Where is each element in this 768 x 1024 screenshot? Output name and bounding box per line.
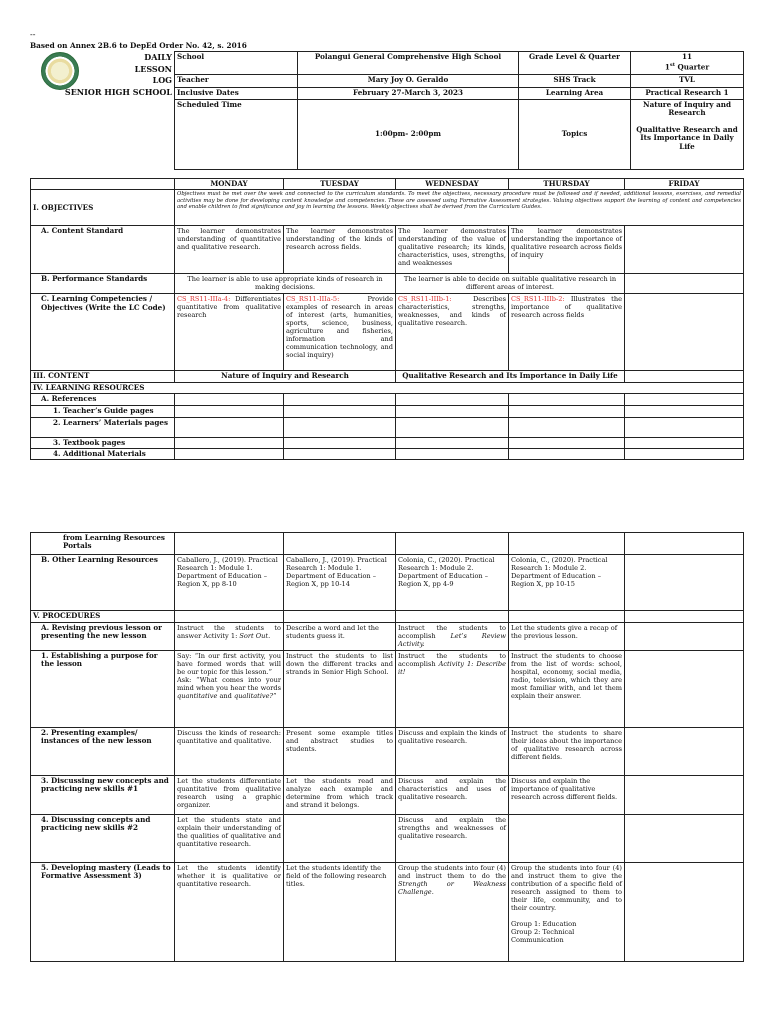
procedure-f-label: 5. Developing mastery (Leads to Formative Assessment 3) <box>31 863 175 962</box>
procedure-a-label: A. Revising previous lesson or presenting the new lesson <box>31 623 175 651</box>
empty-cell <box>509 437 625 448</box>
cell-text: Group the students into four (4) and instruct them to do the <box>398 864 506 880</box>
quarter-suffix: st <box>669 62 675 69</box>
cell-italic: Strength or Weakness Challenge. <box>398 880 506 896</box>
learners-materials-label: 2. Learners’ Materials pages <box>31 417 175 437</box>
performance-standards-label: B. Performance Standards <box>31 274 175 294</box>
time-label: Scheduled Time <box>175 100 298 170</box>
procedure-e-friday <box>625 815 744 863</box>
quarter <box>633 61 741 72</box>
grade-value <box>631 52 744 75</box>
empty-cell <box>396 437 509 448</box>
cell-italic: Activity 1: Describe it! <box>398 660 506 676</box>
procedure-b-thursday: Instruct the students to choose from the list of words: school, hospital, economy, social media, radio, television, which they are most familiar with, and let them explain their answer. <box>509 651 625 728</box>
content-standard-tuesday: The learner demonstrates understanding of the kinds of research across fields. <box>284 226 396 274</box>
cell-text: Instruct the students to accomplish <box>398 624 506 640</box>
procedure-f-friday <box>625 863 744 962</box>
content-standard-friday <box>625 226 744 274</box>
empty-cell <box>625 417 744 437</box>
procedure-c-friday <box>625 728 744 776</box>
empty-cell <box>625 611 744 623</box>
empty-cell <box>509 417 625 437</box>
content-friday <box>625 371 744 382</box>
empty-cell <box>284 437 396 448</box>
dates-value: February 27-March 3, 2023 <box>298 88 519 100</box>
topic-one: Nature of Inquiry and Research <box>643 100 731 118</box>
empty-cell <box>284 417 396 437</box>
cell-text: ” <box>273 692 277 700</box>
lc-code: CS_RS11-IIIa-5: <box>286 295 340 304</box>
procedure-d-label: 3. Discussing new concepts and practicing new skills #1 <box>31 776 175 815</box>
grade-number: 11 <box>681 52 692 61</box>
empty-cell <box>175 611 284 623</box>
empty-cell <box>284 611 396 623</box>
competency-friday <box>625 294 744 371</box>
day-monday: MONDAY <box>175 179 284 190</box>
objectives-note: Objectives must be met over the week and connected to the curriculum standards. To meet the objectives, necessary procedure must be followed and if needed, additional lessons, exercises, and remedial activities may be done for developing content knowledge and competencies. These are assessed using Formative Assessment strategies. Valuing objectives support the learning of content and competencies and enable children to find significance and joy in learning the lessons. Weekly objectives shall be derived from the Curriculum Guides. <box>175 190 744 226</box>
cell-text: Instruct the students to accomplish <box>398 652 506 668</box>
topic-two: Qualitative Research and Its Importance in Daily Life <box>636 124 738 151</box>
group-two: Group 2: Technical Communication <box>511 928 575 944</box>
procedure-f-monday: Let the students identify whether it is qualitative or quantitative research. <box>175 863 284 962</box>
area-label: Learning Area <box>519 88 631 100</box>
header-table <box>174 51 744 170</box>
day-thursday: THURSDAY <box>509 179 625 190</box>
cell-text: Instruct the students to answer Activity 1: <box>177 624 281 640</box>
area-value: Practical Research 1 <box>631 88 744 100</box>
competency-tuesday <box>284 294 396 371</box>
empty-cell <box>284 533 396 555</box>
empty-cell <box>175 533 284 555</box>
procedure-d-friday <box>625 776 744 815</box>
dll-title <box>64 52 172 98</box>
procedure-a-monday <box>175 623 284 651</box>
objectives-label: I. OBJECTIVES <box>31 190 175 226</box>
additional-materials-label: 4. Additional Materials <box>31 449 175 460</box>
competency-thursday <box>509 294 625 371</box>
cell-text: and <box>217 692 234 700</box>
day-tuesday: TUESDAY <box>284 179 396 190</box>
teachers-guide-label: 1. Teacher’s Guide pages <box>31 405 175 417</box>
other-resources-friday <box>625 555 744 611</box>
empty-cell <box>625 405 744 417</box>
time-value: 1:00pm- 2:00pm <box>298 100 519 170</box>
empty-cell <box>396 405 509 417</box>
school-label: School <box>175 52 298 75</box>
empty-cell <box>175 437 284 448</box>
procedure-f-tuesday: Let the students identify the field of the following research titles. <box>284 863 396 962</box>
procedure-c-thursday: Instruct the students to share their ideas about the importance of qualitative research across different fields. <box>509 728 625 776</box>
empty-cell <box>509 533 625 555</box>
performance-friday <box>625 274 744 294</box>
empty-cell <box>625 449 744 460</box>
procedure-a-tuesday: Describe a word and let the students guess it. <box>284 623 396 651</box>
group-one: Group 1: Education <box>511 920 577 928</box>
competency-monday <box>175 294 284 371</box>
procedure-a-wednesday <box>396 623 509 651</box>
day-friday: FRIDAY <box>625 179 744 190</box>
other-resources-monday: Caballero, J., (2019). Practical Research 1: Module 1. Department of Education – Region X, pp 8-10 <box>175 555 284 611</box>
procedure-d-thursday: Discuss and explain the importance of qualitative research across different fields. <box>509 776 625 815</box>
references-label: A. References <box>31 394 175 405</box>
title-line: DAILY <box>144 52 172 62</box>
procedure-c-label: 2. Presenting examples/ instances of the new lesson <box>31 728 175 776</box>
title-line: SENIOR HIGH SCHOOL <box>64 86 172 97</box>
quarter-word: Quarter <box>677 62 710 72</box>
procedure-f-thursday <box>509 863 625 962</box>
procedure-a-friday <box>625 623 744 651</box>
teacher-value: Mary Joy O. Geraldo <box>298 75 519 88</box>
lc-code: CS_RS11-IIIb-2: <box>511 295 565 304</box>
procedure-e-label: 4. Discussing concepts and practicing new skills #2 <box>31 815 175 863</box>
cell-text: Ask: “What comes into your mind when you hear the words <box>177 676 281 692</box>
empty-cell <box>625 394 744 405</box>
procedure-b-tuesday: Instruct the students to list down the different tracks and strands in Senior High School. <box>284 651 396 728</box>
track-label: SHS Track <box>519 75 631 88</box>
empty-cell <box>396 611 509 623</box>
annex-note: Based on Annex 2B.6 to DepEd Order No. 42, s. 2016 <box>30 41 247 50</box>
content-standard-monday: The learner demonstrates understanding of quantitative and qualitative research. <box>175 226 284 274</box>
lc-text: Differentiates quantitative from qualitative research <box>177 295 281 320</box>
cell-text: Say: “In our first activity, you have formed words that will be our topic for this lesson.” <box>177 652 281 676</box>
quarter-number: 1 <box>664 62 670 72</box>
content-wednesday-thursday: Qualitative Research and Its Importance in Daily Life <box>396 371 625 382</box>
empty-cell <box>284 394 396 405</box>
procedure-e-thursday <box>509 815 625 863</box>
textbook-pages-label: 3. Textbook pages <box>31 437 175 448</box>
lc-code: CS_RS11-IIIa-4: <box>177 295 231 304</box>
cell-text <box>177 676 281 700</box>
empty-cell <box>284 449 396 460</box>
other-resources-tuesday: Caballero, J., (2019). Practical Research 1: Module 1. Department of Education – Region X, pp 10-14 <box>284 555 396 611</box>
procedure-b-monday <box>175 651 284 728</box>
procedure-b-wednesday <box>396 651 509 728</box>
other-resources-thursday: Colonia, C., (2020). Practical Research 1: Module 2. Department of Education – Region X, pp 10-15 <box>509 555 625 611</box>
grade-label: Grade Level & Quarter <box>519 52 631 75</box>
other-resources-label: B. Other Learning Resources <box>31 555 175 611</box>
cell-italic: Let’s Review Activity. <box>398 632 506 648</box>
dates-label: Inclusive Dates <box>175 88 298 100</box>
empty-cell <box>175 449 284 460</box>
empty-cell <box>509 449 625 460</box>
portals-label: from Learning Resources Portals <box>31 533 175 555</box>
topics-label: Topics <box>519 100 631 170</box>
cell-italic: qualitative? <box>233 692 274 700</box>
empty-cell <box>175 417 284 437</box>
title-line: LOG <box>152 75 172 85</box>
empty-cell <box>284 405 396 417</box>
procedure-d-wednesday: Discuss and explain the characteristics and uses of qualitative research. <box>396 776 509 815</box>
other-resources-wednesday: Colonia, C., (2020). Practical Research 1: Module 2. Department of Education – Region X, pp 4-9 <box>396 555 509 611</box>
empty-cell <box>175 405 284 417</box>
empty-cell <box>625 437 744 448</box>
dll-table-page1 <box>30 178 744 460</box>
content-standard-wednesday: The learner demonstrates understanding of the value of qualitative research; its kinds, characteristics, uses, strengths, and weaknesses <box>396 226 509 274</box>
procedure-e-tuesday <box>284 815 396 863</box>
empty-cell <box>396 533 509 555</box>
empty-cell <box>396 417 509 437</box>
corner-cell <box>31 179 175 190</box>
procedure-e-wednesday: Discuss and explain the strengths and weaknesses of qualitative research. <box>396 815 509 863</box>
content-standard-label: A. Content Standard <box>31 226 175 274</box>
performance-wednesday-thursday: The learner is able to decide on suitable qualitative research in different areas of interest. <box>396 274 625 294</box>
lc-code: CS_RS11-IIIb-1: <box>398 295 452 304</box>
procedure-e-monday: Let the students state and explain their understanding of the qualities of qualitative and quantitative research. <box>175 815 284 863</box>
learning-resources-label: IV. LEARNING RESOURCES <box>31 382 744 393</box>
procedures-label: V. PROCEDURES <box>31 611 175 623</box>
cell-italic: quantitative <box>177 692 218 700</box>
empty-cell <box>175 394 284 405</box>
procedure-d-tuesday: Let the students read and analyze each example and determine from which track and strand it belongs. <box>284 776 396 815</box>
procedure-b-friday <box>625 651 744 728</box>
content-label: III. CONTENT <box>31 371 175 382</box>
procedure-b-label: 1. Establishing a purpose for the lesson <box>31 651 175 728</box>
empty-cell <box>509 394 625 405</box>
procedure-c-monday: Discuss the kinds of research: quantitative and qualitative. <box>175 728 284 776</box>
topics-value <box>631 100 744 170</box>
empty-cell <box>509 405 625 417</box>
lc-text: Provide examples of research in areas of interest (arts, humanities, sports, science, business, agriculture and fisheries, information and communication technology, and social inquiry) <box>286 295 393 360</box>
empty-cell <box>396 394 509 405</box>
competency-wednesday <box>396 294 509 371</box>
lc-text: Describes characteristics, strengths, weaknesses, and kinds of qualitative research. <box>398 295 506 328</box>
teacher-label: Teacher <box>175 75 298 88</box>
procedure-c-tuesday: Present some example titles and abstract studies to students. <box>284 728 396 776</box>
school-value: Polangui General Comprehensive High School <box>298 52 519 75</box>
cell-text: Group the students into four (4) and instruct them to give the contribution of a specific field of research assigned to them to their life, community, and to their country. <box>511 864 622 912</box>
title-line: LESSON <box>134 63 172 74</box>
procedure-d-monday: Let the students differentiate quantitative from qualitative research using a graphic organizer. <box>175 776 284 815</box>
track-value: TVL <box>631 75 744 88</box>
dll-table-page2 <box>30 532 744 962</box>
competencies-label: C. Learning Competencies / Objectives (Write the LC Code) <box>31 294 175 371</box>
procedure-f-wednesday <box>396 863 509 962</box>
content-monday-tuesday: Nature of Inquiry and Research <box>175 371 396 382</box>
day-wednesday: WEDNESDAY <box>396 179 509 190</box>
procedure-a-thursday: Let the students give a recap of the previous lesson. <box>509 623 625 651</box>
cell-italic: Sort Out. <box>239 632 271 640</box>
procedure-c-wednesday: Discuss and explain the kinds of qualitative research. <box>396 728 509 776</box>
empty-cell <box>509 611 625 623</box>
empty-cell <box>396 449 509 460</box>
lc-text: Illustrates the importance of qualitative research across fields <box>511 295 622 320</box>
dash-mark: -- <box>30 30 36 39</box>
content-standard-thursday: The learner demonstrates understanding the importance of qualitative research across fields of inquiry <box>509 226 625 274</box>
performance-monday-tuesday: The learner is able to use appropriate kinds of research in making decisions. <box>175 274 396 294</box>
empty-cell <box>625 533 744 555</box>
